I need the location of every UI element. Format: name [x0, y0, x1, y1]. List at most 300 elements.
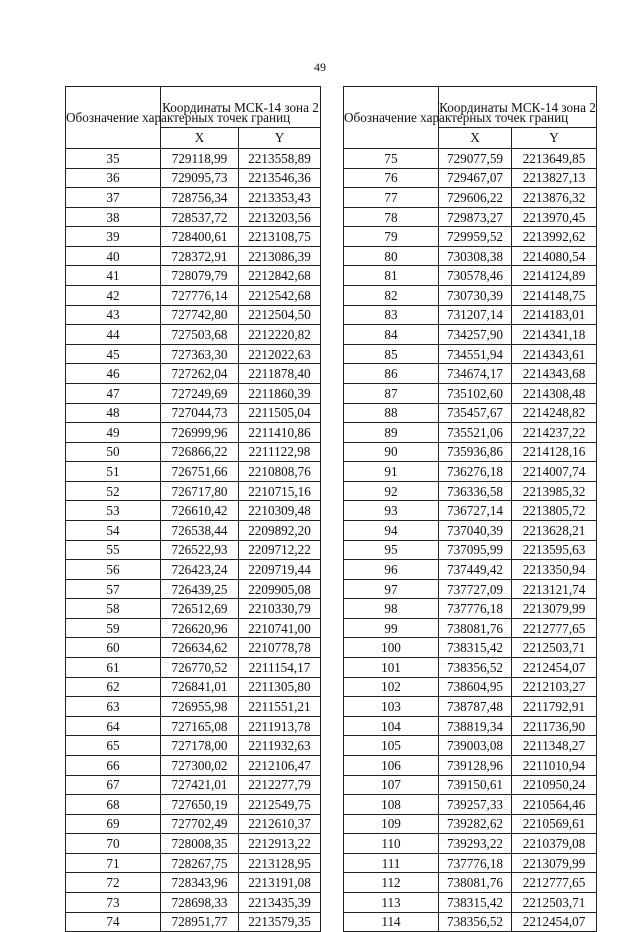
x-coordinate-cell: 734551,94 — [439, 344, 512, 364]
table-row — [66, 344, 321, 364]
y-coordinate-cell: 2213121,74 — [512, 579, 597, 599]
x-coordinate-cell: 726610,42 — [161, 501, 239, 521]
table-row — [66, 638, 321, 658]
table-row — [66, 364, 321, 384]
y-coordinate-cell: 2209712,22 — [239, 540, 321, 560]
x-coordinate-cell: 737776,18 — [439, 853, 512, 873]
table-row — [344, 599, 597, 619]
table-row — [344, 677, 597, 697]
point-number-cell: 53 — [66, 501, 161, 521]
table-row — [66, 207, 321, 227]
point-number-cell: 43 — [66, 305, 161, 325]
y-coordinate-cell: 2211010,94 — [512, 755, 597, 775]
y-coordinate-cell: 2210808,76 — [239, 462, 321, 482]
y-coordinate-cell: 2211913,78 — [239, 716, 321, 736]
y-coordinate-cell: 2213086,39 — [239, 246, 321, 266]
x-coordinate-cell: 728267,75 — [161, 853, 239, 873]
x-coordinate-cell: 727249,69 — [161, 383, 239, 403]
y-coordinate-cell: 2212610,37 — [239, 814, 321, 834]
y-coordinate-cell: 2212777,65 — [512, 873, 597, 893]
header-x: X — [161, 128, 239, 149]
table-row — [344, 168, 597, 188]
table-row — [344, 423, 597, 443]
y-coordinate-cell: 2213579,35 — [239, 912, 321, 932]
point-number-cell: 96 — [344, 560, 439, 580]
point-number-cell: 45 — [66, 344, 161, 364]
x-coordinate-cell: 726439,25 — [161, 579, 239, 599]
y-coordinate-cell: 2212454,07 — [512, 912, 597, 932]
point-number-cell: 102 — [344, 677, 439, 697]
table-row — [66, 775, 321, 795]
point-number-cell: 67 — [66, 775, 161, 795]
table-row — [344, 325, 597, 345]
table-row — [66, 462, 321, 482]
table-row — [66, 325, 321, 345]
point-number-cell: 88 — [344, 403, 439, 423]
point-number-cell: 61 — [66, 658, 161, 678]
table-row — [66, 442, 321, 462]
table-row — [344, 736, 597, 756]
x-coordinate-cell: 736336,58 — [439, 481, 512, 501]
point-number-cell: 78 — [344, 207, 439, 227]
point-number-cell: 98 — [344, 599, 439, 619]
x-coordinate-cell: 737776,18 — [439, 599, 512, 619]
y-coordinate-cell: 2212277,79 — [239, 775, 321, 795]
y-coordinate-cell: 2213353,43 — [239, 188, 321, 208]
y-coordinate-cell: 2212842,68 — [239, 266, 321, 286]
y-coordinate-cell: 2209892,20 — [239, 520, 321, 540]
y-coordinate-cell: 2212022,63 — [239, 344, 321, 364]
table-row — [344, 462, 597, 482]
point-number-cell: 108 — [344, 795, 439, 815]
table-row — [66, 677, 321, 697]
x-coordinate-cell: 728372,91 — [161, 246, 239, 266]
point-number-cell: 46 — [66, 364, 161, 384]
point-number-cell: 86 — [344, 364, 439, 384]
table-row — [66, 716, 321, 736]
point-number-cell: 85 — [344, 344, 439, 364]
y-coordinate-cell: 2210309,48 — [239, 501, 321, 521]
point-number-cell: 62 — [66, 677, 161, 697]
point-number-cell: 39 — [66, 227, 161, 247]
y-coordinate-cell: 2214128,16 — [512, 442, 597, 462]
y-coordinate-cell: 2209905,08 — [239, 579, 321, 599]
point-number-cell: 97 — [344, 579, 439, 599]
y-coordinate-cell: 2210715,16 — [239, 481, 321, 501]
table-row — [344, 775, 597, 795]
header-coordinates: Координаты МСК-14 зона 2 — [439, 87, 597, 128]
y-coordinate-cell: 2213992,62 — [512, 227, 597, 247]
x-coordinate-cell: 729467,07 — [439, 168, 512, 188]
table-row — [66, 853, 321, 873]
table-row — [66, 912, 321, 932]
table-row — [66, 814, 321, 834]
x-coordinate-cell: 736276,18 — [439, 462, 512, 482]
point-number-cell: 111 — [344, 853, 439, 873]
y-coordinate-cell: 2211410,86 — [239, 423, 321, 443]
x-coordinate-cell: 727776,14 — [161, 286, 239, 306]
x-coordinate-cell: 738356,52 — [439, 658, 512, 678]
y-coordinate-cell: 2213079,99 — [512, 599, 597, 619]
x-coordinate-cell: 726423,24 — [161, 560, 239, 580]
point-number-cell: 95 — [344, 540, 439, 560]
point-number-cell: 70 — [66, 834, 161, 854]
y-coordinate-cell: 2214341,18 — [512, 325, 597, 345]
table-row — [66, 481, 321, 501]
header-y: Y — [512, 128, 597, 149]
y-coordinate-cell: 2212103,27 — [512, 677, 597, 697]
point-number-cell: 42 — [66, 286, 161, 306]
x-coordinate-cell: 729606,22 — [439, 188, 512, 208]
point-number-cell: 106 — [344, 755, 439, 775]
point-number-cell: 52 — [66, 481, 161, 501]
point-number-cell: 68 — [66, 795, 161, 815]
table-row — [344, 188, 597, 208]
x-coordinate-cell: 739282,62 — [439, 814, 512, 834]
y-coordinate-cell: 2213128,95 — [239, 853, 321, 873]
table-row — [344, 227, 597, 247]
x-coordinate-cell: 728951,77 — [161, 912, 239, 932]
point-number-cell: 107 — [344, 775, 439, 795]
point-number-cell: 112 — [344, 873, 439, 893]
table-row — [66, 168, 321, 188]
point-number-cell: 77 — [344, 188, 439, 208]
x-coordinate-cell: 737095,99 — [439, 540, 512, 560]
point-number-cell: 69 — [66, 814, 161, 834]
point-number-cell: 57 — [66, 579, 161, 599]
x-coordinate-cell: 727742,80 — [161, 305, 239, 325]
y-coordinate-cell: 2210379,08 — [512, 834, 597, 854]
y-coordinate-cell: 2214248,82 — [512, 403, 597, 423]
point-number-cell: 74 — [66, 912, 161, 932]
table-row — [344, 286, 597, 306]
x-coordinate-cell: 734257,90 — [439, 325, 512, 345]
x-coordinate-cell: 728537,72 — [161, 207, 239, 227]
table-row — [66, 560, 321, 580]
table-row — [66, 286, 321, 306]
coordinates-table-left — [65, 86, 321, 932]
x-coordinate-cell: 726634,62 — [161, 638, 239, 658]
x-coordinate-cell: 729873,27 — [439, 207, 512, 227]
y-coordinate-cell: 2211505,04 — [239, 403, 321, 423]
table-row — [66, 658, 321, 678]
x-coordinate-cell: 730308,38 — [439, 246, 512, 266]
point-number-cell: 44 — [66, 325, 161, 345]
point-number-cell: 40 — [66, 246, 161, 266]
y-coordinate-cell: 2213435,39 — [239, 892, 321, 912]
point-number-cell: 91 — [344, 462, 439, 482]
point-number-cell: 79 — [344, 227, 439, 247]
table-row — [344, 364, 597, 384]
table-row — [344, 638, 597, 658]
y-coordinate-cell: 2213628,21 — [512, 520, 597, 540]
x-coordinate-cell: 727165,08 — [161, 716, 239, 736]
header-point-designation: Обозначение характерных точек границ — [66, 87, 161, 149]
point-number-cell: 110 — [344, 834, 439, 854]
x-coordinate-cell: 735936,86 — [439, 442, 512, 462]
table-row — [344, 481, 597, 501]
y-coordinate-cell: 2213108,75 — [239, 227, 321, 247]
y-coordinate-cell: 2213805,72 — [512, 501, 597, 521]
x-coordinate-cell: 726512,69 — [161, 599, 239, 619]
x-coordinate-cell: 727044,73 — [161, 403, 239, 423]
y-coordinate-cell: 2211551,21 — [239, 697, 321, 717]
y-coordinate-cell: 2209719,44 — [239, 560, 321, 580]
x-coordinate-cell: 726866,22 — [161, 442, 239, 462]
x-coordinate-cell: 728698,33 — [161, 892, 239, 912]
x-coordinate-cell: 726538,44 — [161, 520, 239, 540]
point-number-cell: 58 — [66, 599, 161, 619]
y-coordinate-cell: 2212220,82 — [239, 325, 321, 345]
point-number-cell: 72 — [66, 873, 161, 893]
y-coordinate-cell: 2212542,68 — [239, 286, 321, 306]
x-coordinate-cell: 726841,01 — [161, 677, 239, 697]
y-coordinate-cell: 2211305,80 — [239, 677, 321, 697]
point-number-cell: 48 — [66, 403, 161, 423]
x-coordinate-cell: 737727,09 — [439, 579, 512, 599]
y-coordinate-cell: 2210569,61 — [512, 814, 597, 834]
x-coordinate-cell: 738787,48 — [439, 697, 512, 717]
y-coordinate-cell: 2213970,45 — [512, 207, 597, 227]
point-number-cell: 59 — [66, 618, 161, 638]
y-coordinate-cell: 2213558,89 — [239, 149, 321, 169]
x-coordinate-cell: 731207,14 — [439, 305, 512, 325]
table-row — [344, 912, 597, 932]
x-coordinate-cell: 729959,52 — [439, 227, 512, 247]
y-coordinate-cell: 2214343,61 — [512, 344, 597, 364]
y-coordinate-cell: 2212549,75 — [239, 795, 321, 815]
point-number-cell: 63 — [66, 697, 161, 717]
table-row — [344, 383, 597, 403]
y-coordinate-cell: 2213546,36 — [239, 168, 321, 188]
table-row — [344, 814, 597, 834]
x-coordinate-cell: 726751,66 — [161, 462, 239, 482]
table-row — [344, 501, 597, 521]
table-row — [66, 892, 321, 912]
y-coordinate-cell: 2212454,07 — [512, 658, 597, 678]
point-number-cell: 80 — [344, 246, 439, 266]
x-coordinate-cell: 737449,42 — [439, 560, 512, 580]
point-number-cell: 37 — [66, 188, 161, 208]
point-number-cell: 82 — [344, 286, 439, 306]
x-coordinate-cell: 727650,19 — [161, 795, 239, 815]
x-coordinate-cell: 728400,61 — [161, 227, 239, 247]
x-coordinate-cell: 739128,96 — [439, 755, 512, 775]
x-coordinate-cell: 738081,76 — [439, 618, 512, 638]
point-number-cell: 56 — [66, 560, 161, 580]
x-coordinate-cell: 727178,00 — [161, 736, 239, 756]
y-coordinate-cell: 2213827,13 — [512, 168, 597, 188]
table-row — [66, 423, 321, 443]
y-coordinate-cell: 2213191,08 — [239, 873, 321, 893]
x-coordinate-cell: 726522,93 — [161, 540, 239, 560]
x-coordinate-cell: 737040,39 — [439, 520, 512, 540]
point-number-cell: 54 — [66, 520, 161, 540]
y-coordinate-cell: 2212503,71 — [512, 892, 597, 912]
table-row — [344, 697, 597, 717]
y-coordinate-cell: 2214183,01 — [512, 305, 597, 325]
table-row — [344, 149, 597, 169]
point-number-cell: 114 — [344, 912, 439, 932]
point-number-cell: 65 — [66, 736, 161, 756]
table-row — [344, 795, 597, 815]
y-coordinate-cell: 2210950,24 — [512, 775, 597, 795]
x-coordinate-cell: 738315,42 — [439, 638, 512, 658]
x-coordinate-cell: 738604,95 — [439, 677, 512, 697]
y-coordinate-cell: 2211860,39 — [239, 383, 321, 403]
point-number-cell: 92 — [344, 481, 439, 501]
point-number-cell: 94 — [344, 520, 439, 540]
table-body-left — [66, 149, 321, 932]
x-coordinate-cell: 735521,06 — [439, 423, 512, 443]
table-row — [66, 599, 321, 619]
x-coordinate-cell: 730730,39 — [439, 286, 512, 306]
y-coordinate-cell: 2214237,22 — [512, 423, 597, 443]
point-number-cell: 113 — [344, 892, 439, 912]
table-row — [344, 344, 597, 364]
x-coordinate-cell: 729095,73 — [161, 168, 239, 188]
y-coordinate-cell: 2213985,32 — [512, 481, 597, 501]
x-coordinate-cell: 738315,42 — [439, 892, 512, 912]
point-number-cell: 84 — [344, 325, 439, 345]
y-coordinate-cell: 2214308,48 — [512, 383, 597, 403]
table-row — [344, 560, 597, 580]
y-coordinate-cell: 2213350,94 — [512, 560, 597, 580]
y-coordinate-cell: 2211122,98 — [239, 442, 321, 462]
table-row — [66, 520, 321, 540]
x-coordinate-cell: 728756,34 — [161, 188, 239, 208]
table-row — [66, 403, 321, 423]
header-coordinates: Координаты МСК-14 зона 2 — [161, 87, 321, 128]
point-number-cell: 103 — [344, 697, 439, 717]
table-row — [66, 834, 321, 854]
header-point-designation: Обозначение характерных точек границ — [344, 87, 439, 149]
point-number-cell: 49 — [66, 423, 161, 443]
point-number-cell: 75 — [344, 149, 439, 169]
point-number-cell: 99 — [344, 618, 439, 638]
point-number-cell: 51 — [66, 462, 161, 482]
point-number-cell: 104 — [344, 716, 439, 736]
y-coordinate-cell: 2213876,32 — [512, 188, 597, 208]
x-coordinate-cell: 738819,34 — [439, 716, 512, 736]
table-row — [344, 892, 597, 912]
table-row — [344, 442, 597, 462]
y-coordinate-cell: 2211932,63 — [239, 736, 321, 756]
x-coordinate-cell: 730578,46 — [439, 266, 512, 286]
point-number-cell: 50 — [66, 442, 161, 462]
table-row — [344, 834, 597, 854]
point-number-cell: 87 — [344, 383, 439, 403]
x-coordinate-cell: 728079,79 — [161, 266, 239, 286]
x-coordinate-cell: 739257,33 — [439, 795, 512, 815]
table-row — [66, 697, 321, 717]
table-row — [66, 618, 321, 638]
x-coordinate-cell: 726999,96 — [161, 423, 239, 443]
table-row — [66, 755, 321, 775]
table-row — [66, 149, 321, 169]
y-coordinate-cell: 2213595,63 — [512, 540, 597, 560]
y-coordinate-cell: 2214007,74 — [512, 462, 597, 482]
table-row — [344, 755, 597, 775]
point-number-cell: 35 — [66, 149, 161, 169]
y-coordinate-cell: 2214148,75 — [512, 286, 597, 306]
table-row — [66, 873, 321, 893]
header-y: Y — [239, 128, 321, 149]
table-row — [344, 658, 597, 678]
y-coordinate-cell: 2213649,85 — [512, 149, 597, 169]
table-row — [344, 873, 597, 893]
point-number-cell: 71 — [66, 853, 161, 873]
coordinates-table-right — [343, 86, 597, 932]
y-coordinate-cell: 2214124,89 — [512, 266, 597, 286]
x-coordinate-cell: 734674,17 — [439, 364, 512, 384]
x-coordinate-cell: 739293,22 — [439, 834, 512, 854]
x-coordinate-cell: 726717,80 — [161, 481, 239, 501]
x-coordinate-cell: 727702,49 — [161, 814, 239, 834]
x-coordinate-cell: 736727,14 — [439, 501, 512, 521]
table-row — [344, 540, 597, 560]
point-number-cell: 73 — [66, 892, 161, 912]
x-coordinate-cell: 727262,04 — [161, 364, 239, 384]
point-number-cell: 36 — [66, 168, 161, 188]
y-coordinate-cell: 2212504,50 — [239, 305, 321, 325]
point-number-cell: 60 — [66, 638, 161, 658]
table-row — [344, 246, 597, 266]
y-coordinate-cell: 2212106,47 — [239, 755, 321, 775]
x-coordinate-cell: 729118,99 — [161, 149, 239, 169]
point-number-cell: 47 — [66, 383, 161, 403]
table-row — [66, 736, 321, 756]
y-coordinate-cell: 2214080,54 — [512, 246, 597, 266]
y-coordinate-cell: 2211154,17 — [239, 658, 321, 678]
table-row — [344, 305, 597, 325]
point-number-cell: 55 — [66, 540, 161, 560]
x-coordinate-cell: 726770,52 — [161, 658, 239, 678]
x-coordinate-cell: 727503,68 — [161, 325, 239, 345]
x-coordinate-cell: 726620,96 — [161, 618, 239, 638]
y-coordinate-cell: 2210564,46 — [512, 795, 597, 815]
point-number-cell: 66 — [66, 755, 161, 775]
point-number-cell: 101 — [344, 658, 439, 678]
x-coordinate-cell: 738081,76 — [439, 873, 512, 893]
table-row — [344, 579, 597, 599]
point-number-cell: 83 — [344, 305, 439, 325]
point-number-cell: 64 — [66, 716, 161, 736]
x-coordinate-cell: 729077,59 — [439, 149, 512, 169]
x-coordinate-cell: 726955,98 — [161, 697, 239, 717]
point-number-cell: 81 — [344, 266, 439, 286]
table-row — [66, 305, 321, 325]
x-coordinate-cell: 739003,08 — [439, 736, 512, 756]
point-number-cell: 93 — [344, 501, 439, 521]
table-row — [66, 795, 321, 815]
table-row — [66, 188, 321, 208]
point-number-cell: 41 — [66, 266, 161, 286]
table-row — [344, 716, 597, 736]
point-number-cell: 89 — [344, 423, 439, 443]
point-number-cell: 90 — [344, 442, 439, 462]
point-number-cell: 100 — [344, 638, 439, 658]
y-coordinate-cell: 2211878,40 — [239, 364, 321, 384]
x-coordinate-cell: 727300,02 — [161, 755, 239, 775]
y-coordinate-cell: 2213079,99 — [512, 853, 597, 873]
point-number-cell: 109 — [344, 814, 439, 834]
table-row — [344, 266, 597, 286]
table-body-right — [344, 149, 597, 932]
y-coordinate-cell: 2210330,79 — [239, 599, 321, 619]
table-row — [66, 383, 321, 403]
y-coordinate-cell: 2210778,78 — [239, 638, 321, 658]
